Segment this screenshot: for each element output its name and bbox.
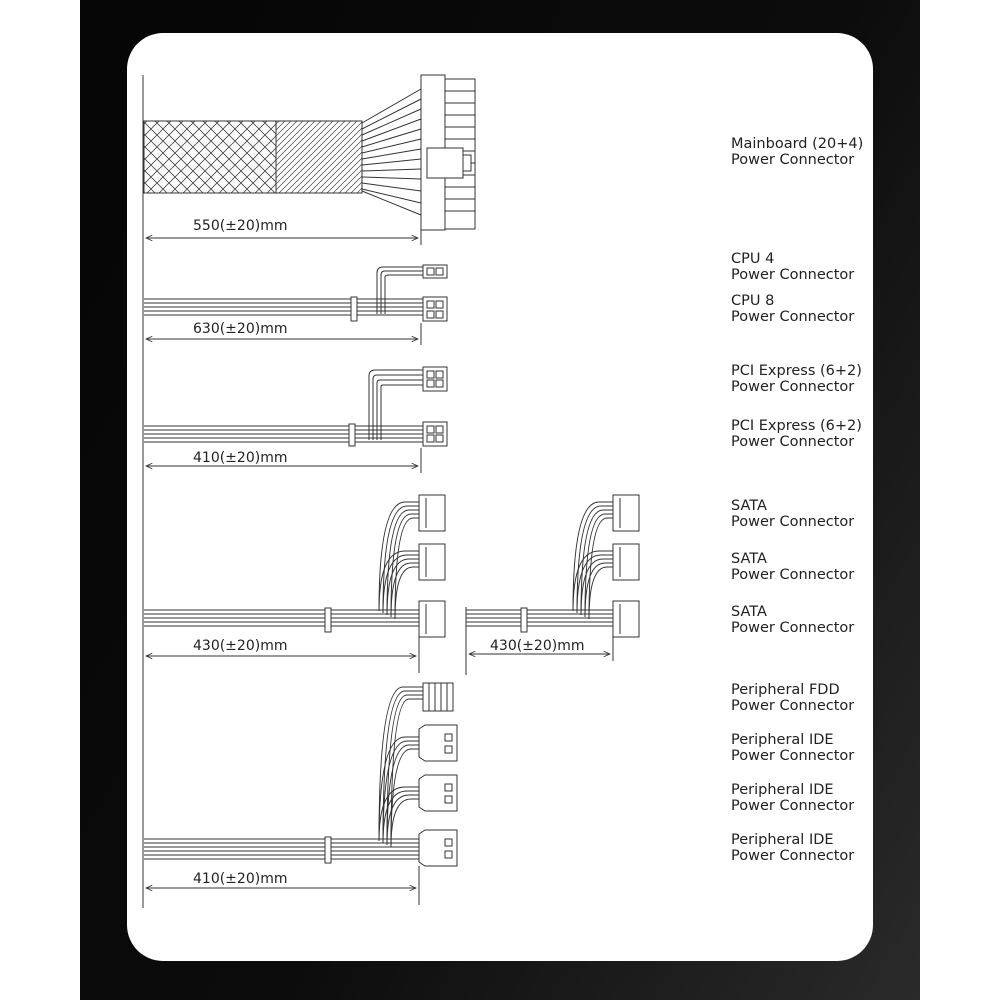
- label-cpu8: CPU 8 Power Connector: [731, 293, 855, 325]
- dimension-sata-b: 430(±20)mm: [490, 638, 585, 654]
- label-ide3: Peripheral IDE Power Connector: [731, 832, 855, 864]
- label-pcie2: PCI Express (6+2) Power Connector: [731, 418, 862, 450]
- diagram-card: [127, 33, 873, 961]
- sata-cable-a: [144, 502, 419, 632]
- sata-b2-connector: [613, 544, 639, 580]
- label-mainboard: Mainboard (20+4) Power Connector: [731, 136, 864, 168]
- fdd-connector: [423, 683, 453, 711]
- ide2-connector: [419, 775, 457, 811]
- mesh-sleeve: [144, 121, 276, 193]
- pcie1-connector: [423, 367, 447, 391]
- sata-cable-b: [466, 502, 613, 632]
- cpu8-connector: [423, 297, 447, 321]
- dimension-cpu: 630(±20)mm: [193, 321, 288, 337]
- cpu4-connector: [423, 265, 447, 278]
- sata3-connector: [419, 601, 445, 637]
- mainboard-connector: [421, 75, 475, 230]
- pcie2-connector: [423, 422, 447, 446]
- pcie-cable: [144, 370, 424, 446]
- label-fdd: Peripheral FDD Power Connector: [731, 682, 855, 714]
- label-ide2: Peripheral IDE Power Connector: [731, 782, 855, 814]
- cable-diagram: [127, 33, 873, 961]
- ide3-connector: [419, 830, 457, 866]
- mainboard-cable: [144, 89, 421, 215]
- heatshrink-sleeve: [276, 121, 362, 193]
- peripheral-cable: [144, 687, 423, 863]
- label-sata2: SATA Power Connector: [731, 551, 855, 583]
- sata-b1-connector: [613, 495, 639, 531]
- label-ide1: Peripheral IDE Power Connector: [731, 732, 855, 764]
- ide1-connector: [419, 725, 457, 761]
- label-cpu4: CPU 4 Power Connector: [731, 251, 855, 283]
- label-sata1: SATA Power Connector: [731, 498, 855, 530]
- dimension-mainboard: 550(±20)mm: [193, 218, 288, 234]
- sata2-connector: [419, 544, 445, 580]
- dimension-sata-a: 430(±20)mm: [193, 638, 288, 654]
- label-sata3: SATA Power Connector: [731, 604, 855, 636]
- sata-b3-connector: [613, 601, 639, 637]
- dimension-peripheral: 410(±20)mm: [193, 871, 288, 887]
- cpu-cable: [144, 267, 424, 321]
- sata1-connector: [419, 495, 445, 531]
- label-pcie1: PCI Express (6+2) Power Connector: [731, 363, 862, 395]
- dimension-pcie: 410(±20)mm: [193, 450, 288, 466]
